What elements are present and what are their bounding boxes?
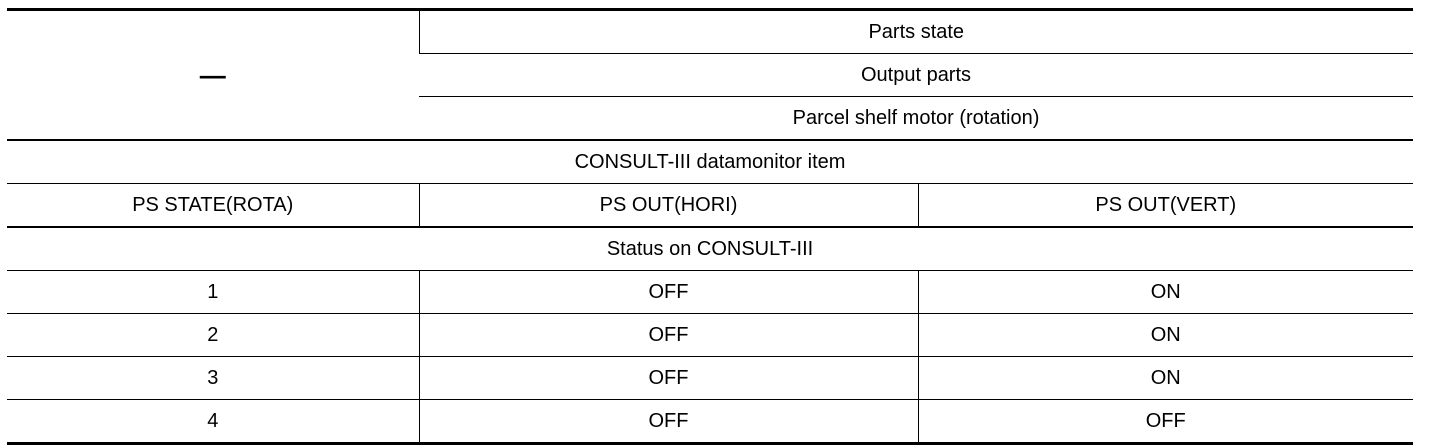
vert-cell: ON: [918, 314, 1413, 357]
state-cell: 3: [7, 357, 419, 400]
output-parts-header: Output parts: [419, 54, 1413, 97]
datamonitor-item-header: CONSULT-III datamonitor item: [7, 140, 1413, 184]
status-on-consult-header: Status on CONSULT-III: [7, 227, 1413, 271]
status-label-row: [7, 227, 1413, 271]
hori-cell: OFF: [419, 357, 918, 400]
table-row: [7, 400, 1413, 444]
header-row-parts-state: [7, 10, 1413, 54]
state-cell: 2: [7, 314, 419, 357]
column-header-ps-out-hori: PS OUT(HORI): [419, 184, 918, 228]
column-header-ps-out-vert: PS OUT(VERT): [918, 184, 1413, 228]
parcel-shelf-status-table: [7, 8, 1413, 445]
vert-cell: ON: [918, 271, 1413, 314]
parcel-shelf-motor-header: Parcel shelf motor (rotation): [419, 97, 1413, 141]
hori-cell: OFF: [419, 400, 918, 444]
vert-cell: OFF: [918, 400, 1413, 444]
vert-cell: ON: [918, 357, 1413, 400]
state-cell: 4: [7, 400, 419, 444]
state-cell: 1: [7, 271, 419, 314]
header-row-datamonitor: [7, 140, 1413, 184]
column-header-ps-state: PS STATE(ROTA): [7, 184, 419, 228]
parts-state-header: Parts state: [419, 10, 1413, 54]
table-row: [7, 271, 1413, 314]
hori-cell: OFF: [419, 314, 918, 357]
column-header-row: [7, 184, 1413, 228]
hori-cell: OFF: [419, 271, 918, 314]
table-row: [7, 314, 1413, 357]
corner-cell: —: [7, 10, 419, 141]
table-row: [7, 357, 1413, 400]
